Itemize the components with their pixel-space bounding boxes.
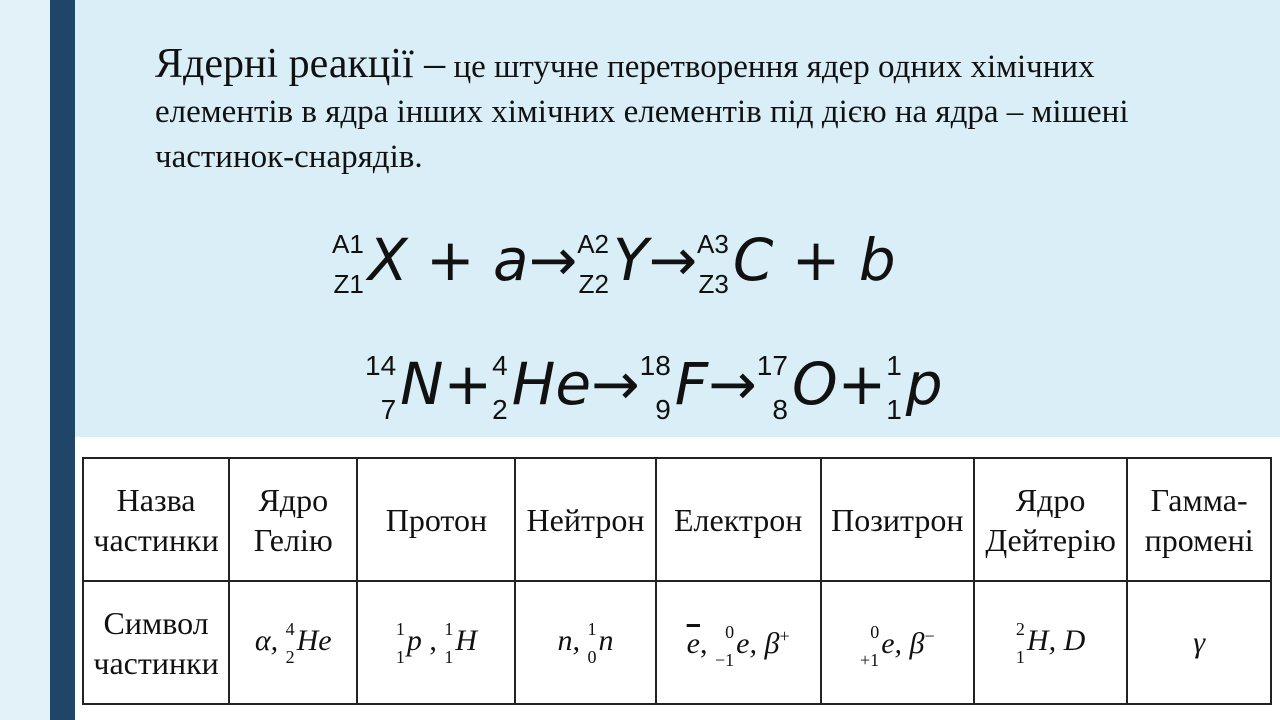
table-header-cell: Нейтрон bbox=[515, 458, 655, 581]
table-symbol-row bbox=[83, 581, 1271, 704]
definition-text bbox=[155, 42, 1215, 180]
table-header-cell: Ядро Гелію bbox=[229, 458, 357, 581]
x-mass-number: A1 bbox=[332, 228, 364, 259]
beta-symbol: β bbox=[909, 626, 925, 660]
a-symbol: a bbox=[493, 226, 529, 294]
nitrogen-mass-number: 14 bbox=[365, 349, 397, 381]
nuclide-x-indices bbox=[332, 228, 364, 299]
proton-h-symbol: H bbox=[455, 623, 477, 657]
nitrogen-symbol: N bbox=[400, 350, 444, 418]
y-symbol: Y bbox=[613, 226, 649, 294]
particle-table bbox=[82, 457, 1272, 705]
neutron-symbol: n bbox=[598, 623, 614, 657]
mass-number: 1 bbox=[395, 618, 405, 639]
plus-sign: + bbox=[425, 226, 475, 294]
helium-symbol: He bbox=[296, 623, 332, 657]
oxygen-charge-number: 8 bbox=[772, 393, 788, 425]
proton-symbol-cell bbox=[357, 581, 515, 704]
general-reaction-formula bbox=[332, 226, 896, 297]
helium-mass-number: 4 bbox=[492, 349, 508, 381]
gamma-symbol-cell bbox=[1127, 581, 1271, 704]
proton-indices bbox=[886, 349, 902, 425]
fluorine-indices bbox=[639, 349, 671, 425]
example-reaction-formula bbox=[365, 350, 943, 424]
charge-number: 2 bbox=[285, 646, 295, 667]
electron-indices bbox=[715, 623, 734, 669]
proton-h-indices bbox=[444, 620, 453, 666]
c-mass-number: A3 bbox=[697, 228, 729, 259]
c-symbol: C bbox=[732, 226, 774, 294]
deuterium-indices bbox=[1016, 620, 1025, 666]
table-header-cell: Гамма-промені bbox=[1127, 458, 1271, 581]
electron-symbol-cell bbox=[656, 581, 821, 704]
charge-number: −1 bbox=[715, 650, 735, 671]
positron-symbol: e, bbox=[881, 626, 903, 660]
table-header-cell: Назва частинки bbox=[83, 458, 229, 581]
y-charge-number: Z2 bbox=[578, 268, 609, 299]
helium-indices bbox=[492, 349, 508, 425]
mass-number: 0 bbox=[725, 622, 735, 643]
arrow-symbol: → bbox=[708, 350, 757, 418]
helium-symbol-cell bbox=[229, 581, 357, 704]
deuterium-symbol-cell bbox=[974, 581, 1127, 704]
helium-symbol: He bbox=[511, 350, 592, 418]
gamma-symbol: γ bbox=[1193, 625, 1206, 659]
nuclide-y-indices bbox=[577, 228, 609, 299]
nitrogen-charge-number: 7 bbox=[380, 393, 397, 425]
plus-sign: + bbox=[791, 226, 841, 294]
electron-symbol: e, bbox=[736, 626, 757, 660]
oxygen-mass-number: 17 bbox=[756, 349, 788, 381]
table-header-cell: Електрон bbox=[656, 458, 821, 581]
charge-number: 1 bbox=[444, 646, 454, 667]
beta-symbol: β bbox=[764, 626, 780, 660]
mass-number: 2 bbox=[1015, 618, 1025, 639]
fluorine-charge-number: 9 bbox=[655, 393, 671, 425]
plus-sign: + bbox=[837, 350, 887, 418]
arrow-symbol: → bbox=[591, 350, 640, 418]
left-margin-band bbox=[0, 0, 50, 720]
table-header-cell: Протон bbox=[357, 458, 515, 581]
nitrogen-indices bbox=[365, 349, 397, 425]
separator: , bbox=[429, 623, 437, 657]
table-header-cell: Ядро Дейтерію bbox=[974, 458, 1127, 581]
neutron-n-symbol: n, bbox=[557, 623, 580, 657]
beta-sign: + bbox=[779, 625, 790, 646]
charge-number: 1 bbox=[1015, 646, 1025, 667]
fluorine-mass-number: 18 bbox=[639, 349, 671, 381]
proton-symbol: p bbox=[905, 350, 943, 418]
helium-charge-number: 2 bbox=[492, 393, 508, 425]
charge-number: 1 bbox=[395, 646, 405, 667]
mass-number: 4 bbox=[285, 618, 295, 639]
fluorine-symbol: F bbox=[674, 350, 709, 418]
b-symbol: b bbox=[858, 226, 896, 294]
definition-term: Ядерні реакції – bbox=[155, 41, 446, 87]
particle-table-panel bbox=[75, 437, 1280, 720]
mass-number: 1 bbox=[444, 618, 454, 639]
table-header-cell: Позитрон bbox=[821, 458, 974, 581]
alpha-symbol: α, bbox=[254, 623, 279, 657]
left-accent-stripe bbox=[50, 0, 75, 720]
deuterium-alt-symbol: , D bbox=[1048, 623, 1086, 657]
beta-sign: − bbox=[924, 625, 935, 646]
neutron-symbol-cell bbox=[515, 581, 655, 704]
proton-p-indices bbox=[396, 620, 405, 666]
positron-symbol-cell bbox=[821, 581, 974, 704]
charge-number: +1 bbox=[860, 650, 880, 671]
electron-bar-symbol: $\overline{e}$ bbox=[686, 626, 700, 660]
helium-indices bbox=[286, 620, 295, 666]
c-charge-number: Z3 bbox=[698, 268, 729, 299]
positron-indices bbox=[860, 623, 879, 669]
arrow-symbol: → bbox=[648, 226, 698, 294]
oxygen-indices bbox=[756, 349, 788, 425]
definition-body: це штучне перетворення ядер одних хімічних елементів в ядра інших хімічних елементів під дією на ядра – мішені частинок-снарядів. bbox=[155, 49, 1129, 175]
oxygen-symbol: O bbox=[791, 350, 838, 418]
neutron-indices bbox=[587, 620, 596, 666]
charge-number: 0 bbox=[587, 646, 597, 667]
proton-charge-number: 1 bbox=[886, 393, 902, 425]
row-label-cell: Символ частинки bbox=[83, 581, 229, 704]
nuclide-c-indices bbox=[697, 228, 729, 299]
proton-p-symbol: p bbox=[406, 623, 422, 657]
separator: , bbox=[700, 626, 708, 660]
table-header-row bbox=[83, 458, 1271, 581]
plus-sign: + bbox=[443, 350, 493, 418]
y-mass-number: A2 bbox=[577, 228, 609, 259]
mass-number: 0 bbox=[870, 622, 880, 643]
x-symbol: X bbox=[367, 226, 408, 294]
mass-number: 1 bbox=[587, 618, 597, 639]
proton-mass-number: 1 bbox=[886, 349, 902, 381]
deuterium-symbol: H bbox=[1026, 623, 1049, 657]
arrow-symbol: → bbox=[528, 226, 578, 294]
x-charge-number: Z1 bbox=[333, 268, 364, 299]
